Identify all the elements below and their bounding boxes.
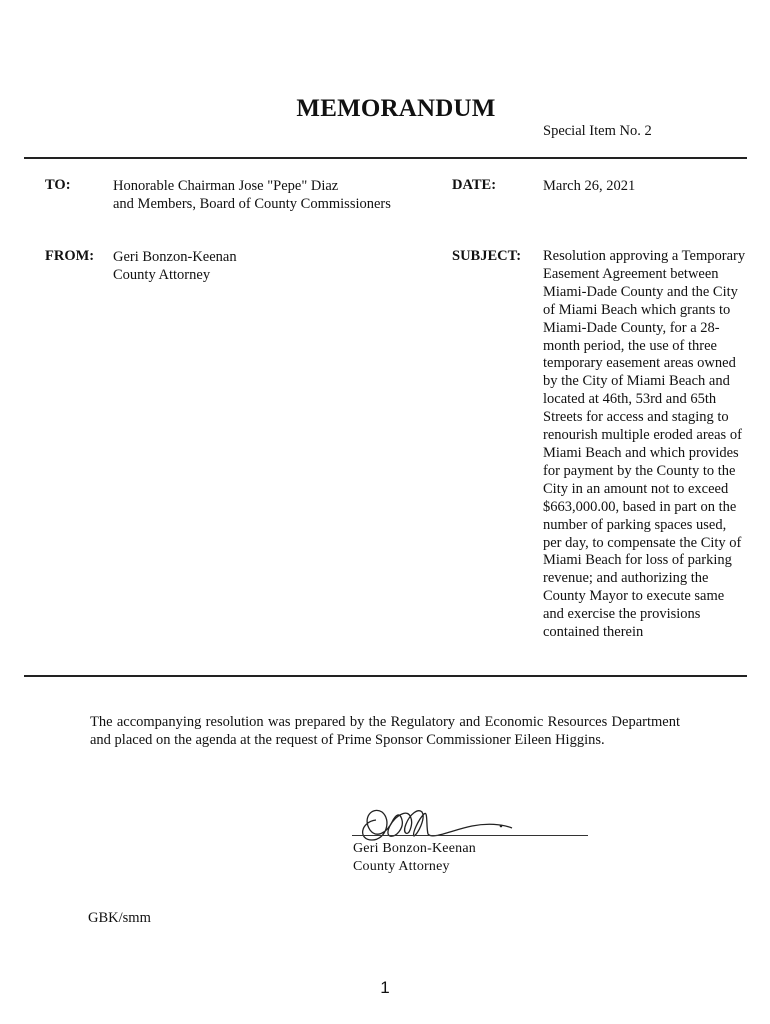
- date-label: DATE:: [452, 177, 497, 193]
- to-line-1: Honorable Chairman Jose "Pepe" Diaz: [113, 178, 339, 194]
- from-sender: [113, 248, 237, 284]
- header-divider-bottom: [24, 675, 747, 677]
- special-item-number: Special Item No. 2: [543, 123, 652, 139]
- signer-title: County Attorney: [353, 858, 450, 874]
- typist-initials: GBK/smm: [88, 910, 151, 926]
- from-line-1: Geri Bonzon-Keenan: [113, 249, 237, 265]
- page-number: 1: [380, 978, 390, 997]
- signature-line: [352, 835, 588, 836]
- signer-name: Geri Bonzon-Keenan: [353, 841, 476, 856]
- to-recipient: [113, 177, 391, 213]
- body-paragraph: The accompanying resolution was prepared by the Regulatory and Economic Resources Department and placed on the agenda at the request of Prime Sponsor Commissioner Eileen Higgins.: [90, 714, 680, 749]
- to-label: TO:: [45, 177, 71, 193]
- to-line-2: and Members, Board of County Commissioners: [113, 196, 391, 212]
- header-divider-top: [24, 157, 747, 159]
- date-value: March 26, 2021: [543, 178, 636, 194]
- subject-text: Resolution approving a Temporary Easement Agreement between Miami-Dade County and the City of Miami Beach which grants to Miami-Dade County, for a 28- month period, the use of three temporary easement areas owned by the City of Miami Beach and located at 46th, 53rd and 65th Streets for access and staging to renourish multiple eroded areas of Miami Beach and which provides for payment by the County to the City in an amount not to exceed $663,000.00, based in part on the number of parking spaces used, per day, to compensate the City of Miami Beach for loss of parking revenue; and authorizing the County Mayor to execute same and exercise the provisions contained therein: [543, 248, 746, 641]
- subject-label: SUBJECT:: [452, 248, 522, 264]
- memo-title: MEMORANDUM: [296, 95, 496, 122]
- from-line-2: County Attorney: [113, 267, 211, 283]
- from-label: FROM:: [45, 248, 95, 264]
- signature-block: [353, 840, 476, 875]
